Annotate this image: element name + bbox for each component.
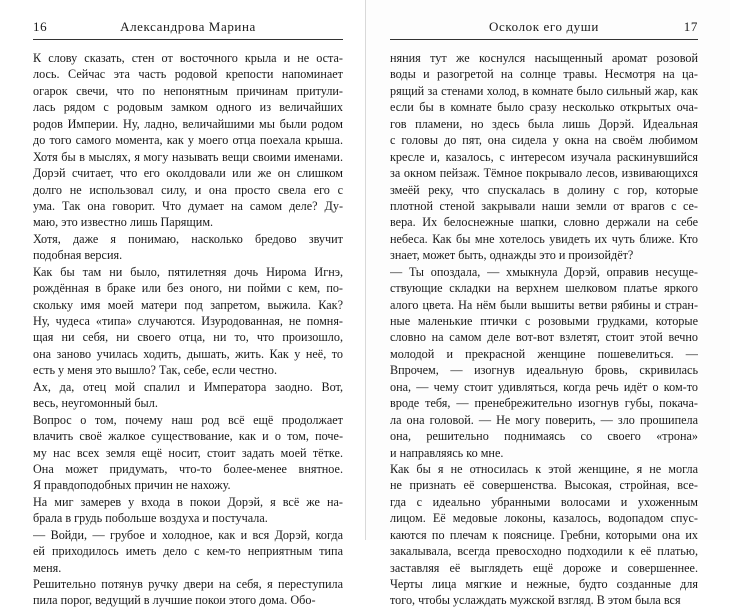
text-line: есть у меня это вышло? Так, себе, если честно. [33, 363, 278, 378]
text-line: алого цвета. На нём были вышиты ветви рябины и стран- [390, 297, 698, 312]
text-line: с головы до пят, она сидела у окна на своём любимом [390, 133, 698, 148]
text-line: щая ни себя, ни своего отца, ни то, что произошло, [33, 330, 343, 345]
paragraph [33, 231, 343, 264]
text-line: лось. Сейчас эта часть родовой крепости напоминает [33, 67, 343, 82]
text-line: Дорэй считает, что его околдовали или же он слишком [33, 166, 343, 181]
text-line: воды и разогретой на солнце травы. Несмотря на ца- [390, 67, 698, 82]
text-line: змеёй реку, что спускалась в долину с гор, которые [390, 182, 698, 197]
left-page-body [33, 50, 343, 609]
paragraph [390, 50, 698, 264]
text-line: На миг замерев у входа в покои Дорэй, я всё же на- [33, 494, 343, 509]
text-line: Как бы я не относилась к этой женщине, я не могла [390, 461, 698, 476]
text-line: пила порог, ведущий в лучшие покои этого дома. Обо- [33, 593, 316, 608]
left-page-number: 16 [33, 19, 48, 34]
left-page [0, 0, 365, 608]
text-line: до того самого момента, как у моего отца поехала крыша. [33, 133, 343, 148]
text-line: каются по плечам к пояснице. Гребни, которыми она их [390, 527, 698, 542]
text-line: скольку имя моей матери под запретом, выжила. Как? [33, 297, 343, 312]
text-line: за окном пейзаж. Тёмное покрывало лесов, извивающихся [390, 166, 698, 181]
text-line: родов Империи. Ну, ладно, величайшими мы были родом [33, 116, 343, 131]
text-line: знает, может быть, однажды это и произойдёт? [390, 248, 634, 263]
text-line: — Войди, — грубое и холодное, как и вся Дорэй, когда [33, 527, 343, 542]
text-line: она заново училась ходить, дышать, жить. Как у неё, то [33, 346, 343, 361]
text-line: ствующие складки на верхнем шелковом платье яркого [390, 281, 698, 296]
paragraph [33, 527, 343, 576]
left-running-header [33, 0, 343, 40]
text-line: — Ты опоздала, — хмыкнула Дорэй, оправив несуще- [390, 264, 698, 279]
text-line: весь, неугомонный был. [33, 396, 158, 411]
text-line: ей приходилось иметь дело с кем-то неприятным типа [33, 544, 343, 559]
text-line: Ах, да, отец мой спалил и Императора заодно. Вот, [33, 379, 343, 394]
text-line: Ну, чудеса «типа» случаются. Изуродованная, не помня- [33, 314, 343, 328]
text-line: Черты лица мягкие и нежные, будто созданные для [390, 577, 698, 591]
text-line: небеса. Как бы мне хотелось увидеть их чуть ближе. Кто [390, 231, 698, 246]
text-line: ла она головой. — Не могу поверить, — зло прошипела [390, 412, 698, 427]
paragraph [390, 461, 698, 609]
text-line: му нас всех земля ещё носит, стоит задать моей тётке. [33, 445, 343, 460]
text-line: подобная версия. [33, 248, 123, 263]
right-running-head: Осколок его души [489, 19, 599, 34]
text-line: меня. [33, 560, 62, 575]
text-line: гда с идеально убранными волосами и ухоженным [390, 494, 698, 509]
text-line: огарок свечи, что по непонятным причинам притули- [33, 83, 343, 98]
text-line: и направляясь ко мне. [390, 445, 504, 460]
text-line: молодой и прекрасной женщине пошевелиться. — [390, 346, 698, 361]
text-line: Хотя, даже я понимаю, насколько бредово звучит [33, 231, 343, 246]
right-page [365, 0, 730, 608]
text-line: лицом. Её медовые локоны, казалось, водопадом спус- [390, 511, 698, 526]
text-line: ума. Так она говорит. Что думает на самом деле? Ду- [33, 198, 343, 213]
text-line: кресле и, казалось, с интересом изучала раскинувшийся [390, 149, 698, 164]
text-line: маю, это известно лишь Парящим. [33, 215, 214, 230]
text-line: словно на самом деле вот-вот взлетят, стоит этой вечно [390, 330, 698, 345]
text-line: вроде тебя, — пренебрежительно изогнув губы, покача- [390, 396, 698, 411]
text-line: Впрочем, — изогнув идеальную бровь, скривилась [390, 363, 698, 378]
paragraph [33, 264, 343, 379]
text-line: брала в грудь побольше воздуха и постучала. [33, 511, 268, 526]
text-line: не признать её совершенства. Высокая, стройная, все- [390, 478, 698, 493]
paragraph [33, 494, 343, 527]
text-line: Вопрос о том, почему наш род всё ещё продолжает [33, 412, 343, 427]
text-line: она, решительно поднимаясь со своего «трона» [390, 429, 698, 444]
text-line: Я правдоподобных причин не нахожу. [33, 478, 231, 493]
right-running-header [390, 0, 698, 40]
text-line: Как бы там ни было, пятилетняя дочь Нирома Игнэ, [33, 264, 343, 279]
text-line: ные маленькие птички с розовыми грудками, которые [390, 314, 698, 328]
text-line: если бы в комнате было сразу несколько открытых оча- [390, 100, 698, 115]
right-page-body [390, 50, 698, 609]
text-line: заставляя её выглядеть ещё дороже и совершеннее. [390, 560, 698, 575]
text-line: плотной стеной закрывали наши земли от врагов с се- [390, 198, 698, 213]
text-line: няния тут же коснулся насыщенный аромат розовой [390, 51, 698, 65]
right-page-number: 17 [683, 19, 698, 34]
text-line: Решительно потянув ручку двери на себя, я переступила [33, 577, 343, 591]
paragraph [33, 379, 343, 412]
text-line: влачить своё жалкое существование, как и о том, поче- [33, 429, 343, 444]
text-line: того, чтобы услаждать мужской взгляд. В этом была вся [390, 593, 681, 608]
text-line: закалывала, всегда превосходно подходили к её платью, [390, 544, 698, 559]
text-line: она, — чему стоит удивляться, когда речь идёт о ком-то [390, 379, 698, 394]
text-line: Она может придумать, что-то более-менее внятное. [33, 461, 343, 476]
text-line: Хотя бы в мыслях, я могу называть вещи своими именами. [33, 149, 343, 164]
text-line: лась рядом с родовым замком одного из величайших [33, 100, 343, 115]
left-running-head: Александрова Марина [120, 19, 256, 34]
paragraph [33, 412, 343, 494]
paragraph [390, 264, 698, 461]
text-line: вера. Их белоснежные шапки, словно держали на себе [390, 215, 698, 230]
paragraph [33, 50, 343, 231]
text-line: рящий за стенами холод, в комнате было сильный жар, как [390, 83, 698, 98]
text-line: К слову сказать, стен от восточного крыла и не оста- [33, 51, 343, 65]
paragraph [33, 576, 343, 609]
text-line: рождённая в браке или без оного, ни пойми с кем, по- [33, 281, 343, 296]
text-line: долго не использовал силу, и она просто свела его с [33, 182, 343, 197]
text-line: гов пламени, но здесь была лишь Дорэй. Идеальная [390, 116, 698, 131]
